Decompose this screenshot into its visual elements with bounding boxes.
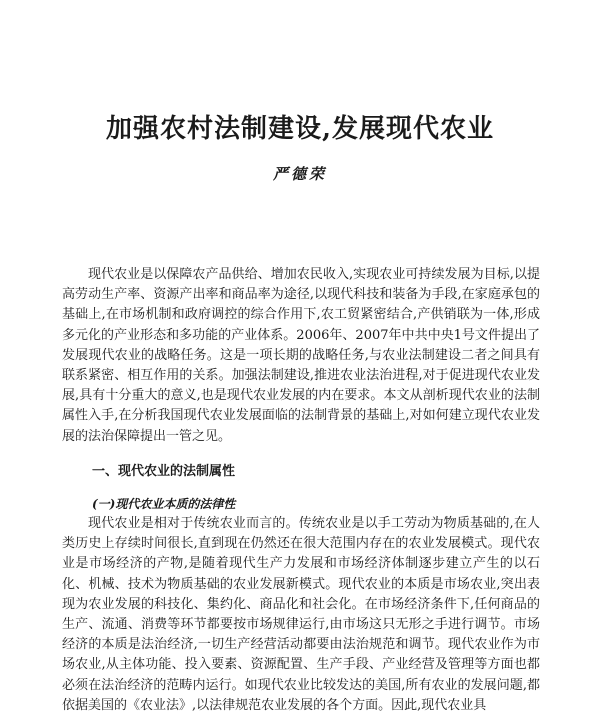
article-title: 加强农村法制建设,发展现代农业 — [105, 114, 495, 144]
article-author: 严德荣 — [272, 165, 327, 183]
subsection-heading: (一)现代农业本质的法律性 — [92, 497, 236, 511]
abstract-paragraph: 现代农业是以保障农产品供给、增加农民收入,实现农业可持续发展为目标,以提高劳动生产率、资源产出率和商品率为途径,以现代科技和装备为手段,在家庭承包的基础上,在市场机制和政府调控的综合作用下,农工贸紧密结合,产供销联为一体,形成多元化的产业形态和多功能的产业体系。2006年、2007年中共中央1号文件提出了发展现代农业的战略任务。这是一项长期的战略任务,与农业法制建设二者之间具有联系紧密、相互作用的关系。加强法制建设,推进农业法治进程,对于促进现代农业发展,具有十分重大的意义,也是现代农业发展的内在要求。本文从剖析现代农业的法制属性入手,在分析我国现代农业发展面临的法制背景的基础上,对如何建立现代农业发展的法治保障提出一管之见。 — [62, 267, 540, 444]
section-heading: 一、现代农业的法制属性 — [92, 464, 236, 479]
body-paragraph: 现代农业是相对于传统农业而言的。传统农业是以手工劳动为物质基础的,在人类历史上存续时间很长,直到现在仍然还在很大范围内存在的农业发展模式。现代农业是市场经济的产物,是随着现代生产力发展和市场经济体制逐步建立产生的以石化、机械、技术为物质基础的农业发展新模式。现代农业的本质是市场农业,突出表现为农业发展的科技化、集约化、商品化和社会化。在市场经济条件下,任何商品的生产、流通、消费等环节都要按市场规律运行,由市场这只无形之手进行调节。市场经济的本质是法治经济,一切生产经营活动都要由法治规范和调节。现代农业作为市场农业,从主体功能、投入要素、资源配置、生产手段、产业经营及管理等方面也都必须在法治经济的范畴内运行。如现代农业比较发达的美国,所有农业的发展问题,都依据美国的《农业法》,以法律规范农业发展的各个方面。因此,现代农业具 — [62, 516, 540, 713]
